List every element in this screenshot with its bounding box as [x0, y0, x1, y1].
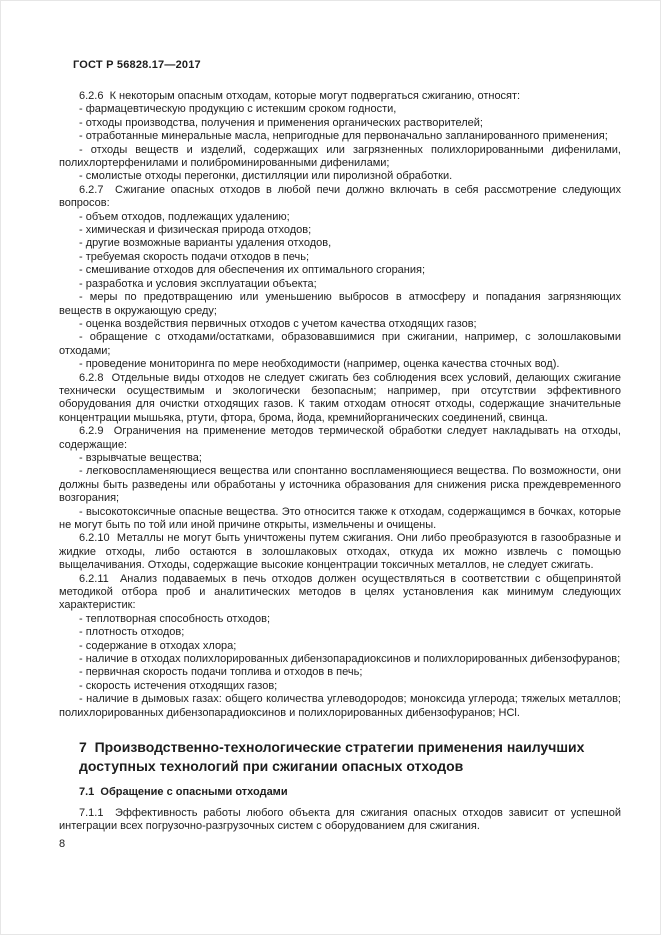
list-item: - отработанные минеральные масла, непригодные для первоначально запланированного применения; — [79, 130, 608, 143]
paragraph: 6.2.9 Ограничения на применение методов термической обработки следует накладывать на отходы, содержащие: — [59, 425, 621, 451]
list-item: - другие возможные варианты удаления отходов, — [79, 237, 332, 250]
subsection-heading: 7.1 Обращение с опасными отходами — [79, 786, 288, 799]
list-item: - требуемая скорость подачи отходов в печь; — [79, 250, 310, 263]
list-item: - обращение с отходами/остатками, образовавшимися при сжигании, например, с золошлаковыми отходами; — [59, 331, 621, 357]
list-item: - наличие в дымовых газах: общего количества углеводородов; моноксида углерода; тяжелых металлов; полихлорированных дибензопарадиоксинов и полихлорированных дибензофуранов; HCl. — [59, 693, 621, 719]
list-item: - проведение мониторинга по мере необходимости (например, оценка качества сточных вод). — [79, 358, 560, 371]
list-item: - меры по предотвращению или уменьшению выбросов в атмосферу и попадания загрязняющих веществ в окружающую среду; — [59, 291, 621, 317]
list-item: - взрывчатые вещества; — [79, 451, 202, 464]
list-item: - объем отходов, подлежащих удалению; — [79, 210, 290, 223]
paragraph: 6.2.10 Металлы не могут быть уничтожены путем сжигания. Они либо преобразуются в газообразные и жидкие отходы, либо остаются в золошлаковых отходах, откуда их можно извлечь с помощью выщелачивания. Отходы, содержащие высокие концентрации токсичных металлов, не следует сжигать. — [59, 532, 621, 572]
page-number: 8 — [59, 838, 66, 851]
list-item: - разработка и условия эксплуатации объекта; — [79, 277, 317, 290]
list-item: - легковоспламеняющиеся вещества или спонтанно воспламеняющиеся вещества. По возможности, они должны быть разведены или обработаны у источника образования для снижения риска преждевременного возгорания; — [59, 465, 621, 505]
page-footer — [59, 838, 619, 851]
paragraph: 6.2.8 Отдельные виды отходов не следует сжигать без соблюдения всех условий, делающих сжигание технически осуществимым и экологически безопасным; например, при отсутствии эффективного оборудования для очистки отходящих газов. К таким отходам относят отходы, содержащие значительные концентрации мышьяка, ртути, фтора, брома, йода, кремнийорганических соединений, свинца. — [59, 371, 621, 424]
list-item: - смолистые отходы перегонки, дистилляции или пиролизной обработки. — [79, 170, 453, 183]
list-item: - отходы производства, получения и применения органических растворителей; — [79, 116, 483, 129]
section-heading: 7 Производственно-технологические стратегии применения наилучших доступных технологий при сжигании опасных отходов — [79, 739, 585, 775]
list-item: - первичная скорость подачи топлива и отходов в печь; — [79, 666, 363, 679]
list-item: - оценка воздействия первичных отходов с учетом качества отходящих газов; — [79, 317, 477, 330]
list-item: - наличие в отходах полихлорированных дибензопарадиоксинов и полихлорированных дибензофуранов; — [79, 653, 621, 666]
list-item: - теплотворная способность отходов; — [79, 612, 271, 625]
list-item: - скорость истечения отходящих газов; — [79, 679, 278, 692]
list-item: - отходы веществ и изделий, содержащих или загрязненных полихлорированными дифенилами, полихлортерфенилами и полиброминированными дифенилами; — [59, 143, 621, 170]
list-item: - смешивание отходов для обеспечения их оптимального сгорания; — [79, 264, 426, 277]
list-item: - высокотоксичные опасные вещества. Это относится также к отходам, содержащимся в бочках, которые не могут быть по той или иной причине открыты, измельчены и очищены. — [59, 505, 621, 531]
list-item: - содержание в отходах хлора; — [79, 639, 237, 652]
list-item: - фармацевтическую продукцию с истекшим сроком годности, — [79, 103, 397, 116]
doc-number: ГОСТ Р 56828.17—2017 — [73, 59, 201, 71]
list-item: - химическая и физическая природа отходов; — [79, 224, 312, 237]
paragraph: 7.1.1 Эффективность работы любого объекта для сжигания опасных отходов зависит от успешной интеграции всех погрузочно-разгрузочных систем с оборудованием для сжигания. — [59, 806, 621, 832]
doc-header — [73, 59, 619, 71]
paragraph: 6.2.6 К некоторым опасным отходам, которые могут подвергаться сжиганию, относят: — [79, 90, 521, 102]
paragraph: 6.2.7 Сжигание опасных отходов в любой печи должно включать в себя рассмотрение следующих вопросов: — [59, 183, 621, 210]
document-body — [59, 90, 621, 833]
paragraph: 6.2.11 Анализ подаваемых в печь отходов должен осуществляться в соответствии с общепринятой методикой отбора проб и аналитических методов в целях установления как минимум следующих характеристик: — [59, 572, 621, 612]
list-item: - плотность отходов; — [79, 626, 185, 639]
